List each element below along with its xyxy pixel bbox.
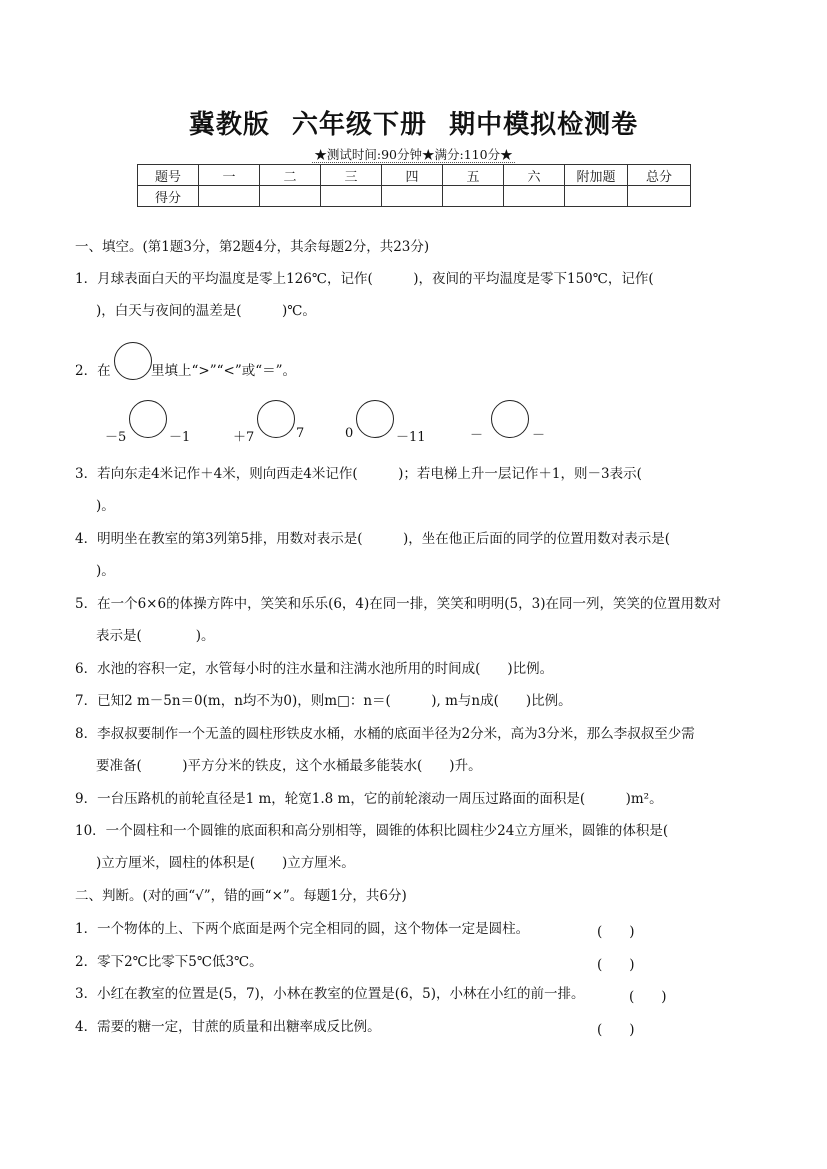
row-label: 得分 xyxy=(138,186,199,207)
answer-circle[interactable] xyxy=(129,400,167,438)
section1-heading: 一、填空。(第1题3分，第2题4分，其余每题2分，共23分) xyxy=(75,239,430,255)
ineq-left: － xyxy=(470,428,484,443)
exam-info: ★测试时间:90分钟★满分:110分★ xyxy=(314,147,513,162)
judge-answer-1[interactable]: ( ) xyxy=(597,924,635,940)
question-3-line1: 3．若向东走4米记作＋4米，则向西走4米记作( )；若电梯上升一层记作＋1，则－3表示( xyxy=(75,466,642,482)
ineq-right: －11 xyxy=(396,430,426,445)
section2-heading: 二、判断。(对的画“√”，错的画“×”。每题1分，共6分) xyxy=(75,888,407,904)
ineq-right: －1 xyxy=(169,430,191,445)
header-cell: 五 xyxy=(443,165,504,186)
score-table-header-row xyxy=(138,165,691,186)
score-cell[interactable] xyxy=(443,186,504,207)
header-cell: 附加题 xyxy=(565,165,628,186)
judge-question-3: 3．小红在教室的位置是(5，7)，小林在教室的位置是(6，5)，小林在小红的前一排。 xyxy=(75,986,585,1002)
answer-circle[interactable] xyxy=(114,342,152,380)
score-cell[interactable] xyxy=(382,186,443,207)
question-2-prefix: 2．在 xyxy=(75,363,111,379)
ineq-left: 0 xyxy=(345,426,354,441)
question-5-line1: 5．在一个6×6的体操方阵中，笑笑和乐乐(6，4)在同一排，笑笑和明明(5，3)在同一列，笑笑的位置用数对 xyxy=(75,596,722,612)
answer-circle[interactable] xyxy=(356,400,394,438)
header-cell: 二 xyxy=(260,165,321,186)
question-8-line1: 8．李叔叔要制作一个无盖的圆柱形铁皮水桶，水桶的底面半径为2分米，高为3分米，那么李叔叔至少需 xyxy=(75,726,695,742)
answer-circle[interactable] xyxy=(257,400,295,438)
score-cell[interactable] xyxy=(321,186,382,207)
score-cell[interactable] xyxy=(565,186,628,207)
question-8-line2: 要准备( )平方分米的铁皮，这个水桶最多能装水( )升。 xyxy=(96,758,482,774)
score-cell[interactable] xyxy=(260,186,321,207)
ineq-left: ＋7 xyxy=(233,430,255,445)
header-cell: 四 xyxy=(382,165,443,186)
title-edition: 冀教版 xyxy=(188,110,270,140)
question-4-line2: )。 xyxy=(96,563,115,579)
judge-question-1: 1．一个物体的上、下两个底面是两个完全相同的圆，这个物体一定是圆柱。 xyxy=(75,921,530,937)
judge-answer-3[interactable]: ( ) xyxy=(629,989,667,1005)
title-exam: 期中模拟检测卷 xyxy=(449,110,639,140)
title-grade: 六年级下册 xyxy=(291,110,427,140)
question-9: 9．一台压路机的前轮直径是1 m，轮宽1.8 m，它的前轮滚动一周压过路面的面积是( )m²。 xyxy=(75,791,663,807)
question-1-line1: 1．月球表面白天的平均温度是零上126℃，记作( )，夜间的平均温度是零下150℃，记作( xyxy=(75,271,654,287)
question-2-text: 里填上“>”“<”或“＝”。 xyxy=(151,363,297,379)
header-cell: 题号 xyxy=(138,165,199,186)
ineq-left: －5 xyxy=(105,430,127,445)
header-cell: 三 xyxy=(321,165,382,186)
question-3-line2: )。 xyxy=(96,498,115,514)
answer-circle[interactable] xyxy=(491,400,529,438)
question-10-line1: 10．一个圆柱和一个圆锥的底面积和高分别相等，圆锥的体积比圆柱少24立方厘米，圆锥的体积是( xyxy=(75,823,669,839)
question-7: 7．已知2 m－5n＝0(m，n均不为0)，则m□：n＝( ), m与n成( )比例。 xyxy=(75,693,572,709)
question-6: 6．水池的容积一定，水管每小时的注水量和注满水池所用的时间成( )比例。 xyxy=(75,661,554,677)
score-cell[interactable] xyxy=(504,186,565,207)
question-4-line1: 4．明明坐在教室的第3列第5排，用数对表示是( )，坐在他正后面的同学的位置用数对表示是( xyxy=(75,531,671,547)
judge-answer-4[interactable]: ( ) xyxy=(597,1022,635,1038)
header-cell: 总分 xyxy=(628,165,691,186)
page-title xyxy=(0,104,827,141)
judge-question-2: 2．零下2℃比零下5℃低3℃。 xyxy=(75,954,263,970)
judge-question-4: 4．需要的糖一定，甘蔗的质量和出糖率成反比例。 xyxy=(75,1019,381,1035)
question-5-line2: 表示是( )。 xyxy=(96,628,215,644)
header-cell: 一 xyxy=(199,165,260,186)
ineq-right: － xyxy=(532,428,546,443)
judge-answer-2[interactable]: ( ) xyxy=(597,957,635,973)
score-table xyxy=(137,164,691,207)
header-cell: 六 xyxy=(504,165,565,186)
score-table-score-row xyxy=(138,186,691,207)
question-10-line2: )立方厘米，圆柱的体积是( )立方厘米。 xyxy=(96,855,355,871)
score-cell[interactable] xyxy=(628,186,691,207)
ineq-right: 7 xyxy=(296,426,305,441)
question-1-line2: )，白天与夜间的温差是( )℃。 xyxy=(96,303,316,319)
score-cell[interactable] xyxy=(199,186,260,207)
